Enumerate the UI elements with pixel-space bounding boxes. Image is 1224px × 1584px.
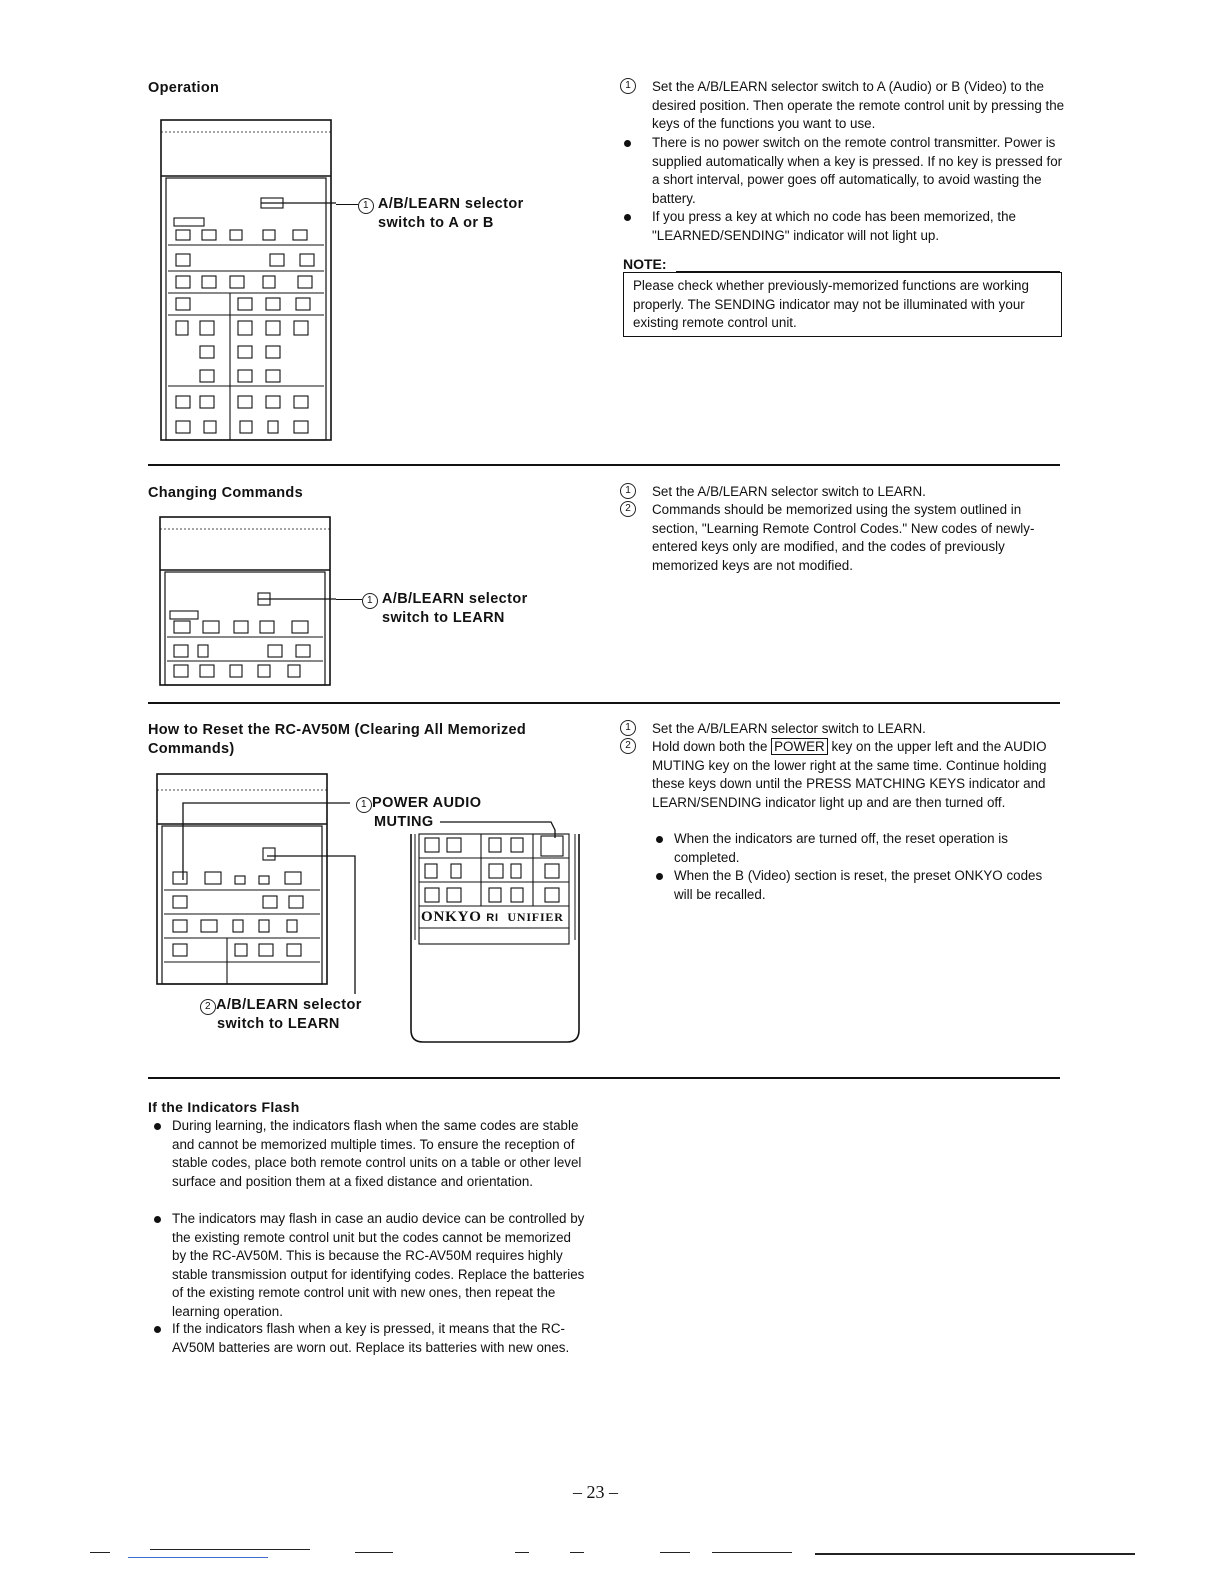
scan-artifact-line: [815, 1553, 1135, 1555]
scan-artifact-line: [128, 1557, 268, 1558]
brand-ri: RI: [486, 912, 499, 924]
note-box: [623, 272, 1062, 337]
reset-callout-2: [200, 996, 362, 1034]
step-text: Set the A/B/LEARN selector switch to A (Audio) or B (Video) to the desired position. Then operate the remote control unit by pressing the keys of the functions you want to use.: [652, 79, 1065, 132]
brand-text: ONKYO: [421, 909, 482, 925]
operation-callout: [358, 195, 524, 233]
note-label: NOTE:: [623, 256, 667, 272]
step-number: 1: [620, 483, 636, 499]
scan-artifact-line: [150, 1549, 310, 1550]
remote-illustration-changing: [158, 515, 336, 687]
bullet-text: During learning, the indicators flash when the same codes are stable and cannot be memorized multiple times. To ensure the reception of stable codes, place both remote control units on a table or other level surface and position them at a fixed distance and orientation.: [172, 1118, 582, 1189]
bullet-icon: [154, 1216, 161, 1223]
scan-artifact-line: [570, 1552, 584, 1553]
bullet-text: When the indicators are turned off, the reset operation is completed.: [674, 831, 1008, 865]
step-text: Set the A/B/LEARN selector switch to LEARN.: [652, 484, 926, 499]
section-divider: [148, 702, 1060, 704]
changing-callout: [362, 590, 528, 628]
bullet-icon: [624, 214, 631, 221]
callout-number-1: 1: [356, 797, 372, 813]
reset-heading: [148, 721, 526, 759]
reset-callout-1: [356, 794, 481, 832]
changing-heading: Changing Commands: [148, 485, 303, 501]
bullet-text: The indicators may flash in case an audio device can be controlled by the existing remote control unit but the codes cannot be memorized by the RC-AV50M. This is because the RC-AV50M requires highly stable transmission output for identifying codes. Replace the batteries of the existing remote control unit with new ones, then repeat the learning operation.: [172, 1211, 585, 1319]
step-text: Commands should be memorized using the system outlined in section, "Learning Remote Control Codes." New codes of newly-entered keys only are modified, and the codes of previously memorized keys are not modified.: [652, 502, 1035, 573]
scan-artifact-line: [90, 1552, 110, 1553]
reset-callout2-line2: switch to LEARN: [217, 1016, 340, 1032]
step-text: [652, 738, 1067, 812]
reset-callout1-line2: MUTING: [374, 814, 434, 830]
step-number: 2: [620, 501, 636, 517]
reset-callout1-line1: POWER AUDIO: [372, 795, 482, 811]
note-text: Please check whether previously-memorized functions are working properly. The SENDING indicator may not be illuminated with your existing remote control unit.: [633, 278, 1029, 331]
scan-artifact-line: [712, 1552, 792, 1553]
section-divider: [148, 464, 1060, 466]
bullet-icon: [624, 140, 631, 147]
operation-callout-line2: switch to A or B: [378, 215, 494, 231]
flash-heading: If the Indicators Flash: [148, 1099, 300, 1115]
power-key-label: POWER: [771, 738, 828, 755]
scan-artifact-line: [515, 1552, 529, 1553]
step-number: 2: [620, 738, 636, 754]
changing-callout-line2: switch to LEARN: [382, 610, 505, 626]
onkyo-brand-label: [421, 909, 564, 926]
reset-heading-line1: How to Reset the RC-AV50M (Clearing All Memorized: [148, 722, 527, 738]
step-number: 1: [620, 78, 636, 94]
bullet-icon: [656, 836, 663, 843]
callout-number-1: 1: [358, 198, 374, 214]
step-number: 1: [620, 720, 636, 736]
bullet-text: When the B (Video) section is reset, the preset ONKYO codes will be recalled.: [674, 868, 1043, 902]
changing-callout-line1: A/B/LEARN selector: [381, 591, 528, 607]
operation-callout-line1: A/B/LEARN selector: [377, 196, 524, 212]
remote-illustration-operation: [158, 118, 336, 443]
scan-artifact-line: [355, 1552, 393, 1553]
bullet-icon: [154, 1326, 161, 1333]
brand-unifier: UNIFIER: [507, 910, 564, 924]
reset-heading-line2: Commands): [148, 741, 235, 757]
reset-callout2-line1: A/B/LEARN selector: [216, 997, 362, 1013]
bullet-icon: [154, 1123, 161, 1130]
step-text: Set the A/B/LEARN selector switch to LEARN.: [652, 721, 926, 736]
leader-line: [336, 599, 362, 600]
operation-heading: Operation: [148, 80, 220, 96]
bullet-text: If the indicators flash when a key is pressed, it means that the RC-AV50M batteries are worn out. Replace its batteries with new ones.: [172, 1321, 570, 1355]
section-divider: [148, 1077, 1060, 1079]
page-number: – 23 –: [573, 1482, 618, 1502]
scan-artifact-line: [660, 1552, 690, 1553]
bullet-icon: [656, 873, 663, 880]
bullet-text: There is no power switch on the remote control transmitter. Power is supplied automatically when a key is pressed. If no key is pressed for a short interval, power goes off automatically, to avoid wasting the battery.: [652, 135, 1063, 206]
callout-number-2: 2: [200, 999, 216, 1015]
callout-number-1: 1: [362, 593, 378, 609]
leader-line: [336, 204, 358, 205]
bullet-text: If you press a key at which no code has been memorized, the "LEARNED/SENDING" indicator will not light up.: [652, 209, 1016, 243]
step2-pre: Hold down both the: [652, 739, 768, 754]
step2-post: key on the upper left and the AUDIO MUTING key on the lower right at the same time. Continue holding these keys down until the PRESS MATCHING KEYS indicator and LEARN/SENDING indicator light up and are then turned off.: [652, 739, 1047, 810]
